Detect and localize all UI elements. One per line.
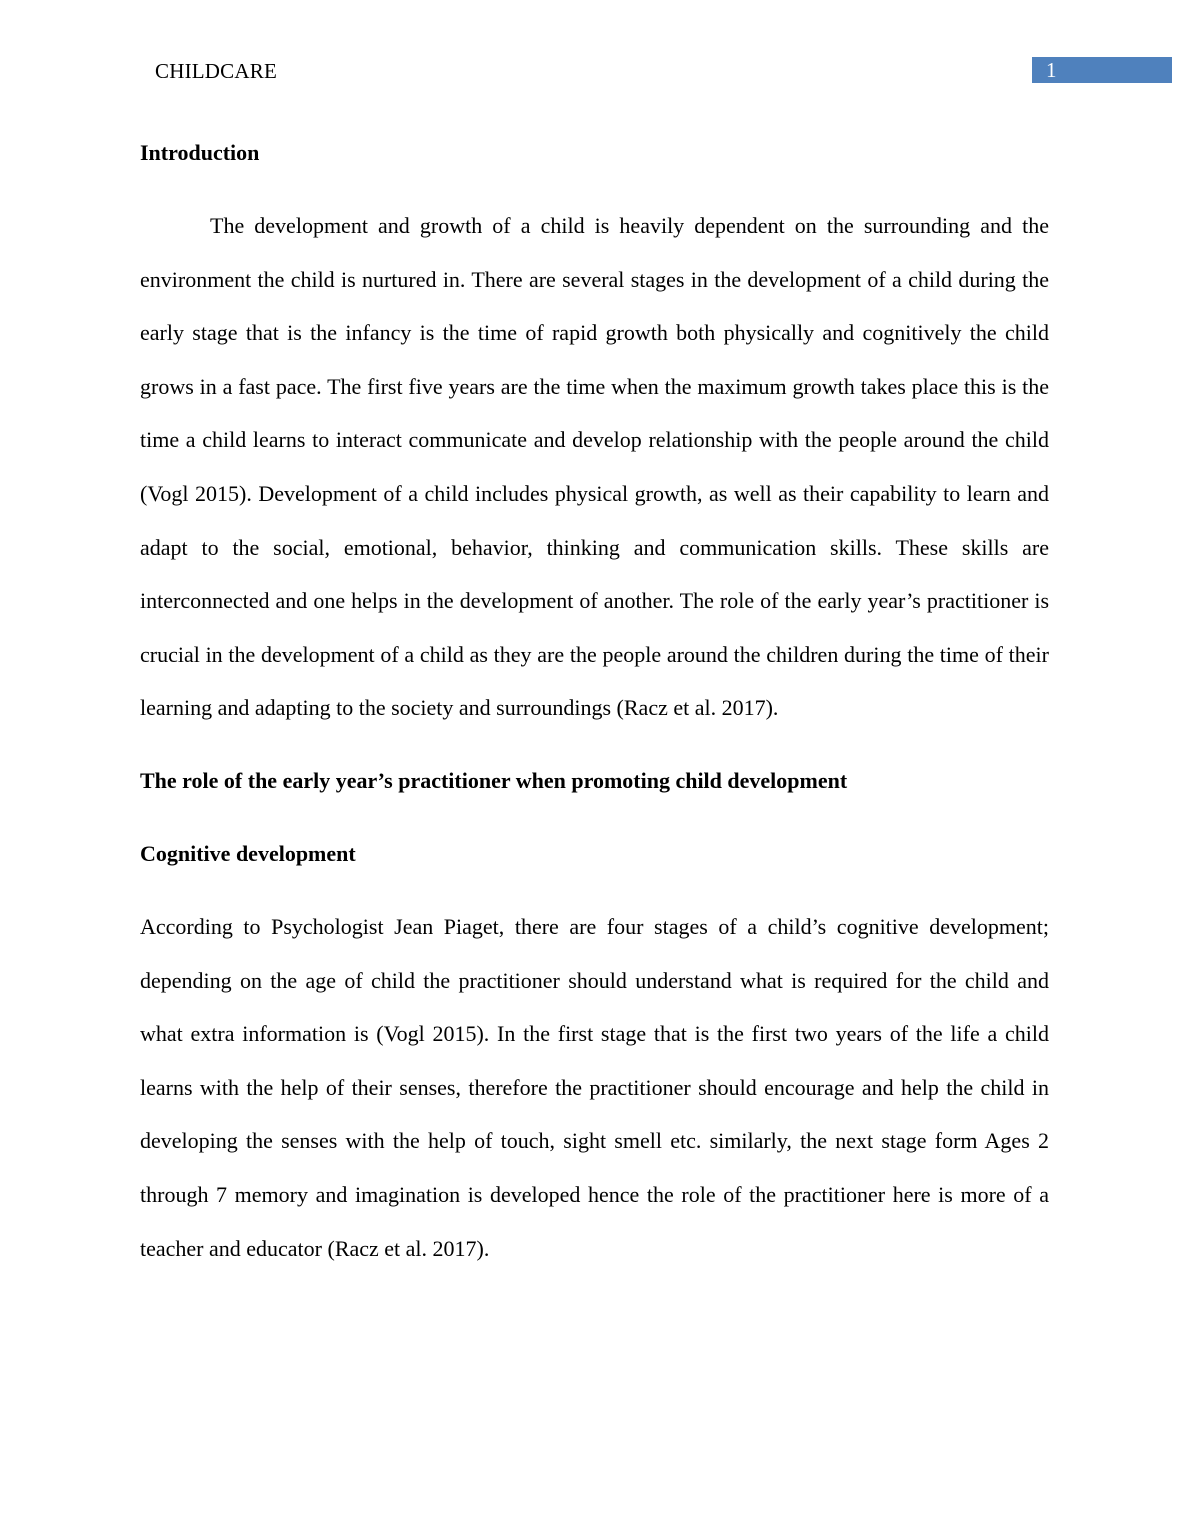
page-number: 1 <box>1046 58 1057 82</box>
page-number-badge <box>1032 57 1172 83</box>
heading-practitioner-role: The role of the early year’s practitioner when promoting child development <box>140 767 848 793</box>
spacer <box>140 881 1049 900</box>
spacer <box>140 735 1049 754</box>
document-body <box>140 126 1049 1275</box>
spacer <box>140 180 1049 199</box>
heading-introduction: Introduction <box>140 140 260 165</box>
paragraph-cognitive-development: According to Psychologist Jean Piaget, there are four stages of a child’s cognitive development; depending on the age of child the practitioner should understand what is required for the child and what extra information is (Vogl 2015). In the first stage that is the first two years of the life a child learns with the help of their senses, therefore the practitioner should encourage and help the child in developing the senses with the help of touch, sight smell etc. similarly, the next stage form Ages 2 through 7 memory and imagination is developed hence the role of the practitioner here is more of a teacher and educator (Racz et al. 2017). <box>140 913 1049 1261</box>
paragraph-introduction: The development and growth of a child is heavily dependent on the surrounding and the environment the child is nurtured in. There are several stages in the development of a child during the early stage that is the infancy is the time of rapid growth both physically and cognitively the child grows in a fast pace. The first five years are the time when the maximum growth takes place this is the time a child learns to interact communicate and develop relationship with the people around the child (Vogl 2015). Development of a child includes physical growth, as well as their capability to learn and adapt to the social, emotional, behavior, thinking and communication skills. These skills are interconnected and one helps in the development of another. The role of the early year’s practitioner is crucial in the development of a child as they are the people around the children during the time of their learning and adapting to the society and surroundings (Racz et al. 2017). <box>140 213 1049 721</box>
heading-cognitive-development: Cognitive development <box>140 840 356 866</box>
spacer <box>140 808 1049 827</box>
running-header-title: CHILDCARE <box>155 59 277 83</box>
